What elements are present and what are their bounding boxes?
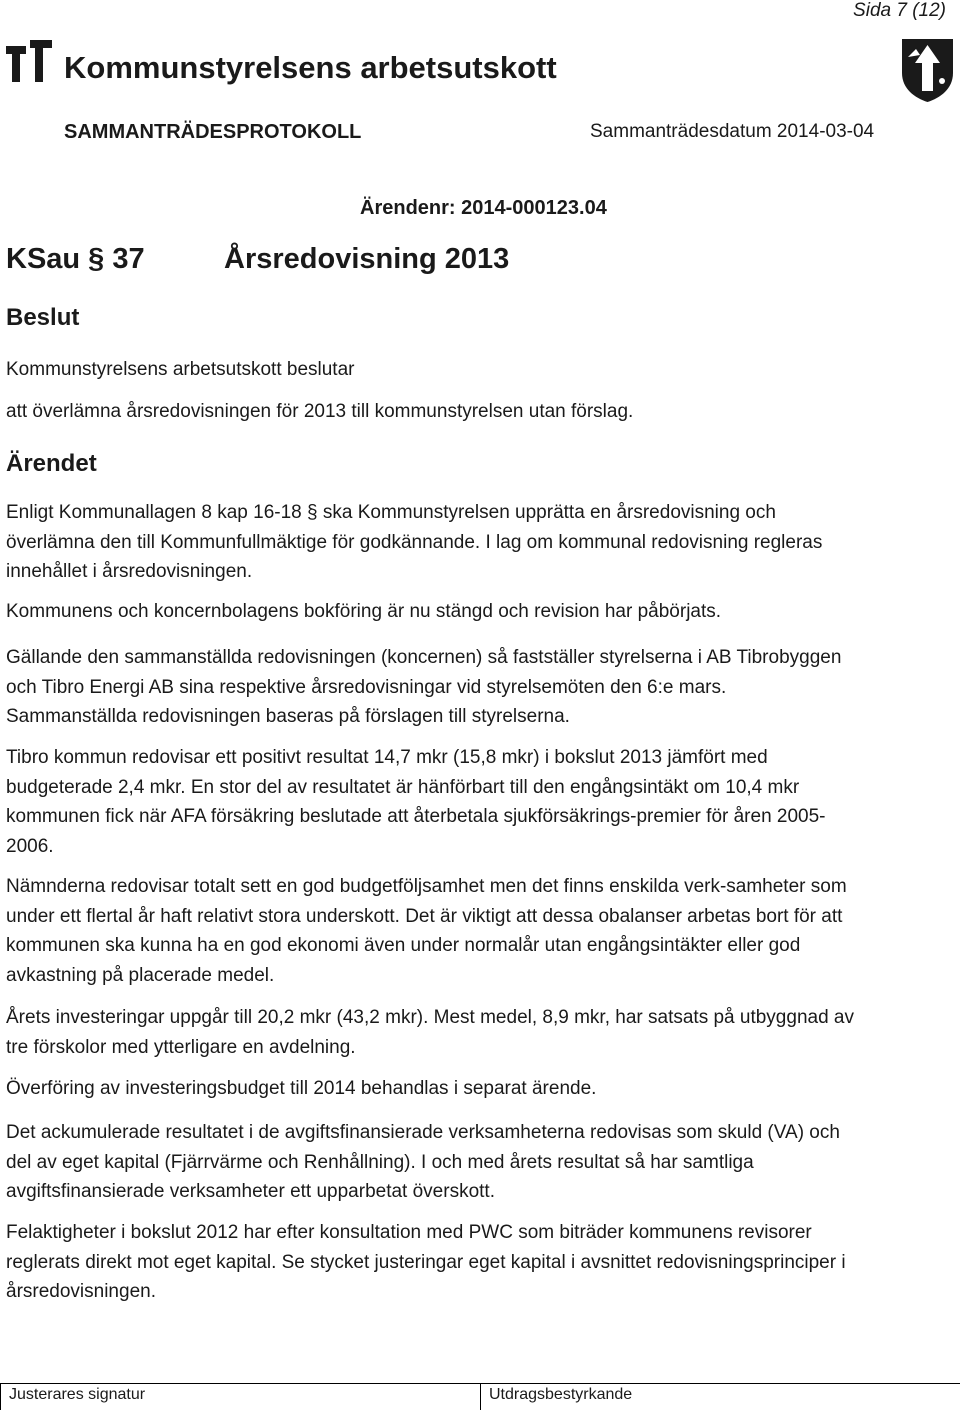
- signature-box: [0, 1383, 480, 1410]
- matter-paragraph: Överföring av investeringsbudget till 2014 behandlas i separat ärende.: [6, 1078, 597, 1099]
- matter-paragraph: Tibro kommun redovisar ett positivt resultat 14,7 mkr (15,8 mkr) i bokslut 2013 jämfört med budgeterade 2,4 mkr. En stor del av resultatet är hänförbart till den engångsintäkt om 10,4 mkr kommunen fick när AFA försäkring beslutade att återbetala sjukförsäkrings-premier för åren 2005-2006.: [6, 747, 826, 857]
- matter-heading: Ärendet: [6, 450, 97, 477]
- decision-intro: Kommunstyrelsens arbetsutskott beslutar: [6, 359, 355, 380]
- matter-paragraph: Felaktigheter i bokslut 2012 har efter konsultation med PWC som biträder kommunens revisorer reglerats direkt mot eget kapital. Se stycket justeringar eget kapital i avsnittet redovisningsprinciper i årsredovisningen.: [6, 1222, 846, 1302]
- case-number: Ärendenr: 2014-000123.04: [360, 197, 607, 219]
- certification-label: Utdragsbestyrkande: [489, 1386, 633, 1403]
- page-number: Sida 7 (12): [853, 0, 946, 21]
- decision-text: att överlämna årsredovisningen för 2013 till kommunstyrelsen utan förslag.: [6, 401, 634, 422]
- matter-paragraph: Enligt Kommunallagen 8 kap 16-18 § ska Kommunstyrelsen upprätta en årsredovisning och överlämna den till Kommunfullmäktige för godkännande. I lag om kommunal redovisning regleras innehållet i årsredovisningen.: [6, 502, 823, 582]
- meeting-date: Sammanträdesdatum 2014-03-04: [590, 121, 875, 142]
- matter-paragraph: Det ackumulerade resultatet i de avgiftsfinansierade verksamheterna redovisas som skuld (VA) och del av eget kapital (Fjärrvärme och Renhållning). I och med årets resultat så har samtliga avgiftsfinansierade verksamheter ett upparbetat överskott.: [6, 1122, 840, 1202]
- committee-title: Kommunstyrelsens arbetsutskott: [64, 50, 557, 85]
- matter-paragraph: Gällande den sammanställda redovisningen (koncernen) så fastställer styrelserna i AB Tibrobyggen och Tibro Energi AB sina respektive årsredovisningar vid styrelsemöten den 6:e mars. Sammanställda redovisningen baseras på förslagen till styrelserna.: [6, 647, 842, 727]
- matter-paragraph: Årets investeringar uppgår till 20,2 mkr (43,2 mkr). Mest medel, 8,9 mkr, har satsats på utbyggnad av tre förskolor med ytterligare en avdelning.: [6, 1007, 854, 1058]
- decision-heading: Beslut: [6, 304, 80, 331]
- coat-of-arms-icon: [900, 37, 955, 103]
- certification-box: [480, 1383, 960, 1410]
- signature-label: Justerares signatur: [9, 1386, 146, 1403]
- section-title: Årsredovisning 2013: [224, 243, 510, 275]
- matter-paragraph: Nämnderna redovisar totalt sett en god budgetföljsamhet men det finns enskilda verk-samheter som under ett flertal år haft relativt stora underskott. Det är viktigt att dessa obalanser arbetas bort för att kommunen ska kunna ha en god ekonomi även under normalår utan engångsintäkter eller god avkastning på placerade medel.: [6, 876, 847, 986]
- tibro-logo-icon: [6, 40, 52, 82]
- section-id: KSau § 37: [6, 243, 145, 275]
- matter-paragraph: Kommunens och koncernbolagens bokföring är nu stängd och revision har påbörjats.: [6, 601, 722, 622]
- protocol-label: SAMMANTRÄDESPROTOKOLL: [64, 121, 362, 143]
